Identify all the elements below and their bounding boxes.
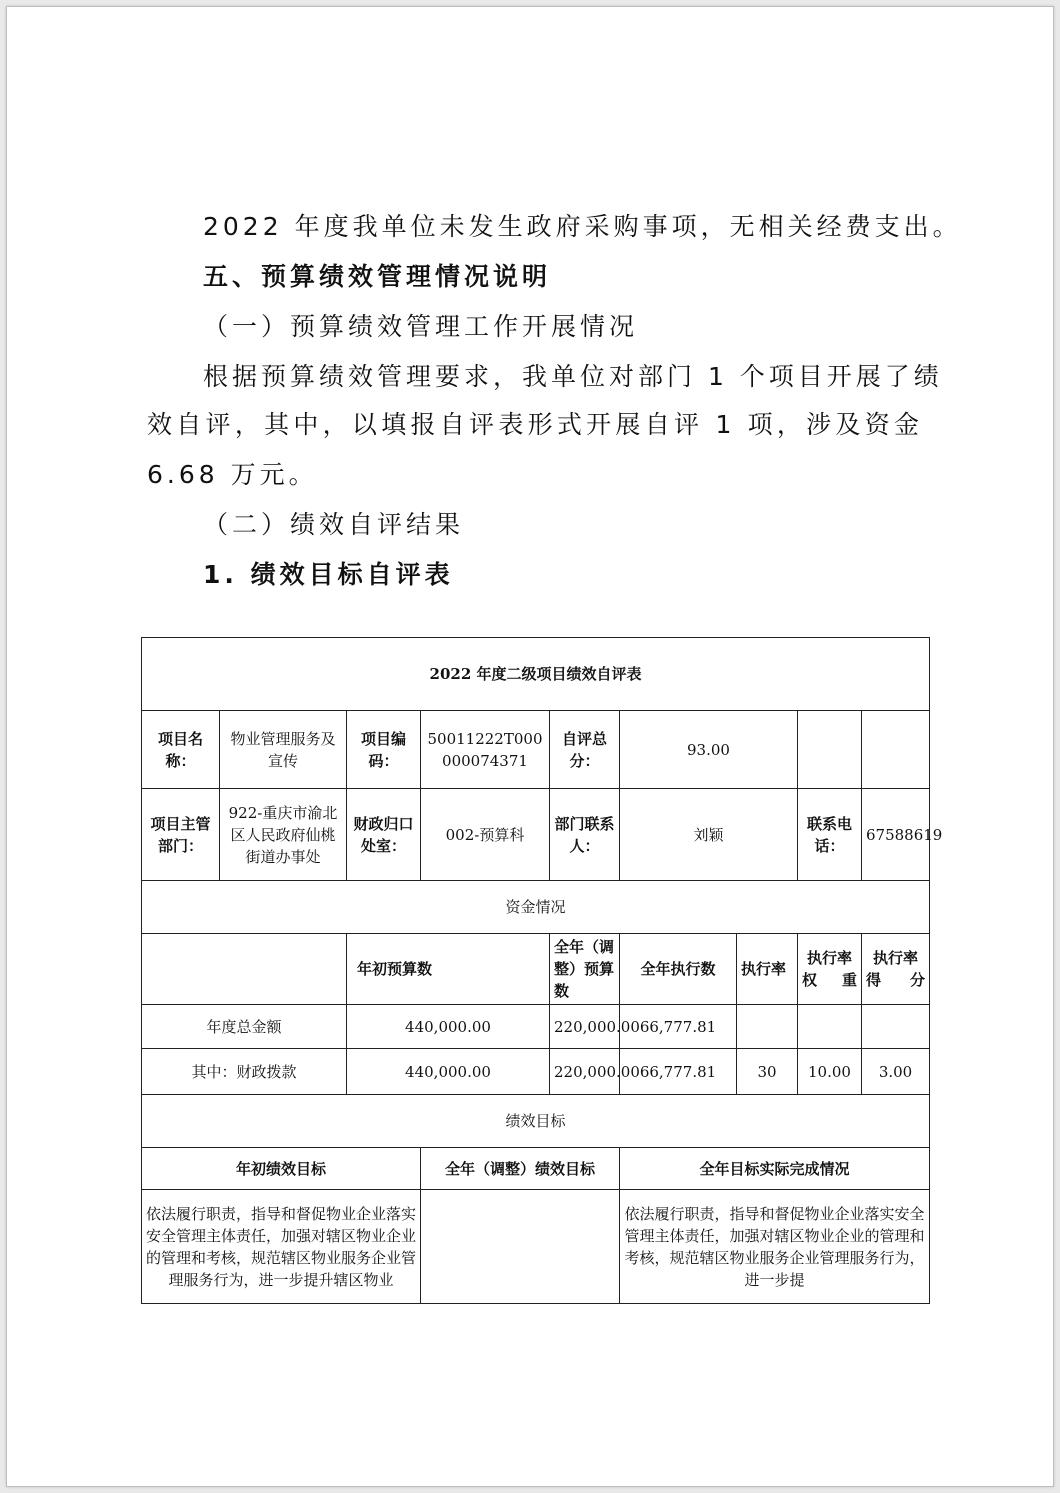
project-code-value: 50011222T000000074371 (421, 711, 550, 789)
goal-actual-text: 依法履行职责，指导和督促物业企业落实安全管理主体责任，加强对辖区物业企业的管理和考核，规范辖区物业服务企业管理服务行为，进一步提 (620, 1190, 930, 1304)
empty-cell (862, 711, 930, 789)
funds-row-label: 其中：财政拨款 (142, 1049, 347, 1095)
funds-row-rate (737, 1005, 798, 1049)
funds-header-initial: 年初预算数 (347, 934, 550, 1005)
performance-eval-table (141, 637, 943, 1304)
funds-row-score: 3.00 (862, 1049, 930, 1095)
funds-header-adjusted: 全年（调整）预算数 (550, 934, 620, 1005)
body-line-3: 6.68 万元。 (147, 460, 318, 489)
item-self-eval-table: 1. 绩效目标自评表 (203, 560, 454, 589)
project-code-label: 项目编码： (347, 711, 421, 789)
project-name-label: 项目名称： (142, 711, 220, 789)
funds-row-weight: 10.00 (798, 1049, 862, 1095)
funds-row-initial: 440,000.00 (347, 1005, 550, 1049)
heading-budget-performance: 五、预算绩效管理情况说明 (203, 262, 552, 291)
funds-row-weight (798, 1005, 862, 1049)
goal-initial-text: 依法履行职责，指导和督促物业企业落实安全管理主体责任，加强对辖区物业企业的管理和考核，规范辖区物业服务企业管理服务行为，进一步提升辖区物业 (142, 1190, 421, 1304)
phone-value: 67588619 (862, 789, 930, 881)
contact-label: 部门联系人： (550, 789, 620, 881)
self-score-label: 自评总分： (550, 711, 620, 789)
funds-row-initial: 440,000.00 (347, 1049, 550, 1095)
funds-row-score (862, 1005, 930, 1049)
funds-header-executed: 全年执行数 (620, 934, 737, 1005)
funds-row-label: 年度总金额 (142, 1005, 347, 1049)
funds-row-adjusted: 220,000.00 (550, 1005, 620, 1049)
finance-office-label: 财政归口处室： (347, 789, 421, 881)
funds-header-rate: 执行率 (737, 934, 798, 1005)
phone-label: 联系电话： (798, 789, 862, 881)
goals-header-actual: 全年目标实际完成情况 (620, 1148, 930, 1190)
funds-section-title: 资金情况 (142, 881, 930, 934)
table-title: 2022 年度二级项目绩效自评表 (142, 638, 930, 711)
funds-header-score: 执行率得分 (862, 934, 930, 1005)
contact-value: 刘颖 (620, 789, 798, 881)
funds-row-executed: 66,777.81 (620, 1049, 737, 1095)
dept-label: 项目主管部门： (142, 789, 220, 881)
funds-row-adjusted: 220,000.00 (550, 1049, 620, 1095)
goals-header-initial: 年初绩效目标 (142, 1148, 421, 1190)
body-line-2: 效自评，其中，以填报自评表形式开展自评 1 项，涉及资金 (147, 410, 923, 439)
funds-row-executed: 66,777.81 (620, 1005, 737, 1049)
funds-row-rate: 30 (737, 1049, 798, 1095)
finance-office-value: 002-预算科 (421, 789, 550, 881)
project-name-value: 物业管理服务及宣传 (220, 711, 347, 789)
goal-adjusted-text (421, 1190, 620, 1304)
empty-cell (798, 711, 862, 789)
dept-value: 922-重庆市渝北区人民政府仙桃街道办事处 (220, 789, 347, 881)
paragraph-procurement: 2022 年度我单位未发生政府采购事项，无相关经费支出。 (203, 212, 962, 241)
subheading-management: （一）预算绩效管理工作开展情况 (203, 312, 639, 341)
goals-header-adjusted: 全年（调整）绩效目标 (421, 1148, 620, 1190)
goals-section-title: 绩效目标 (142, 1095, 930, 1148)
subheading-results: （二）绩效自评结果 (203, 510, 465, 539)
self-score-value: 93.00 (620, 711, 798, 789)
body-line-1: 根据预算绩效管理要求，我单位对部门 1 个项目开展了绩 (203, 362, 943, 391)
empty-cell (142, 934, 347, 1005)
funds-header-weight: 执行率权重 (798, 934, 862, 1005)
